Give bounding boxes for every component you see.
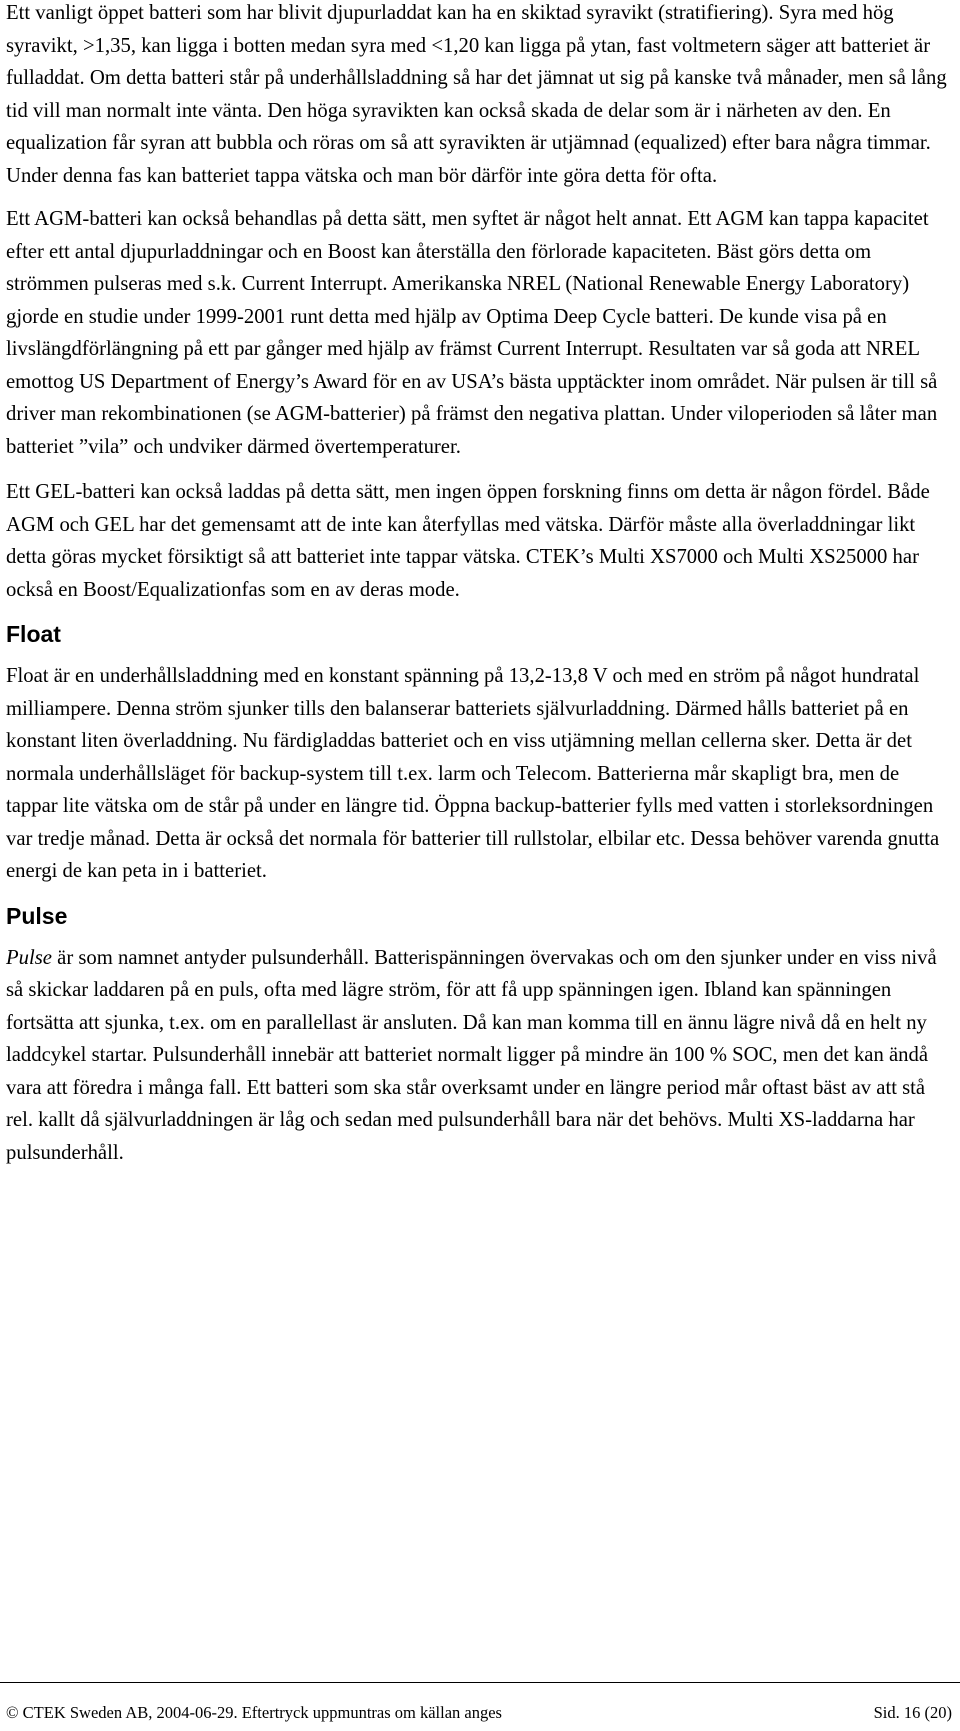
paragraph-pulse-text: är som namnet antyder pulsunderhåll. Batterispänningen övervakas och om den sjunker under en viss nivå så skickar laddaren på en puls, ofta med lägre ström, för att få upp spänningen igen. Ibland kan spänningen fortsätta att sjunka, t.ex. om en parallellast är ansluten. Då kan man komma till en ännu lägre nivå då en helt ny laddcykel startar. Pulsunderhåll innebär att batteriet normalt ligger på mindre än 100 % SOC, men det kan ändå vara att föredra i många fall. Ett batteri som ska står overksamt under en längre period mår oftast bäst av att stå rel. kallt då självurladdningen är låg och sedan med pulsunderhåll bara när det behövs. Multi XS-laddarna har pulsunderhåll. — [6, 946, 937, 1164]
document-page — [6, 0, 954, 1169]
page-footer — [0, 1682, 960, 1731]
heading-float: Float — [6, 621, 61, 647]
paragraph-gel: Ett GEL-batteri kan också laddas på detta sätt, men ingen öppen forskning finns om detta är någon fördel. Både AGM och GEL har det gemensamt att de inte kan återfyllas med vätska. Därför måste alla överladdningar likt detta göras mycket försiktigt så att batteriet inte tappar vätska. CTEK’s Multi XS7000 och Multi XS25000 har också en Boost/Equalizationfas som en av deras mode. — [6, 481, 930, 601]
pulse-term: Pulse — [6, 946, 52, 969]
paragraph-float: Float är en underhållsladdning med en konstant spänning på 13,2-13,8 V och med en ström på något hundratal milliampere. Denna ström sjunker tills den balanserar batteriets självurladdning. Därmed hålls batteriet på en konstant liten överladdning. Nu färdigladdas batteriet och en viss utjämning mellan cellerna sker. Detta är det normala underhållsläget för backup-system till t.ex. larm och Telecom. Batterierna mår skapligt bra, men de tappar lite vätska om de står på under en längre tid. Öppna backup-batterier fylls med vatten i storleksordningen var tredje månad. Detta är också det normala för batterier till rullstolar, elbilar etc. Dessa behöver varenda gnutta energi de kan peta in i batteriet. — [6, 665, 940, 882]
paragraph-pulse — [6, 942, 954, 1170]
footer-copyright: © CTEK Sweden AB, 2004-06-29. Eftertryck uppmuntras om källan anges — [6, 1703, 502, 1722]
footer-page-number: Sid. 16 (20) — [873, 1703, 952, 1722]
heading-pulse: Pulse — [6, 902, 68, 929]
paragraph-equalization: Ett vanligt öppet batteri som har blivit djupurladdat kan ha en skiktad syravikt (stratifiering). Syra med hög syravikt, >1,35, kan ligga i botten medan syra med <1,20 kan ligga på ytan, fast voltmetern säger att batteriet är fulladdat. Om detta batteri står på underhållsladdning så har det jämnat ut sig på kanske två månader, men så lång tid vill man normalt inte vänta. Den höga syravikten kan också skada de delar som är i närheten av den. En equalization får syran att bubbla och röras om så att syravikten är utjämnad (equalized) efter bara några timmar. Under denna fas kan batteriet tappa vätska och man bör därför inte göra detta för ofta. — [6, 2, 947, 187]
paragraph-agm: Ett AGM-batteri kan också behandlas på detta sätt, men syftet är något helt annat. Ett AGM kan tappa kapacitet efter ett antal djupurladdningar och en Boost kan återställa den förlorade kapaciteten. Bäst görs detta om strömmen pulseras med s.k. Current Interrupt. Amerikanska NREL (National Renewable Energy Laboratory) gjorde en studie under 1999-2001 runt detta med hjälp av Optima Deep Cycle batteri. De kunde visa på en livslängdförlängning på ett par gånger med hjälp av främst Current Interrupt. Resultaten var så goda att NREL emottog US Department of Energy’s Award för en av USA’s bästa upptäckter inom området. När pulsen är till så driver man rekombinationen (se AGM-batterier) på främst den negativa plattan. Under viloperioden så låter man batteriet ”vila” och undviker därmed övertemperaturer. — [6, 208, 938, 458]
